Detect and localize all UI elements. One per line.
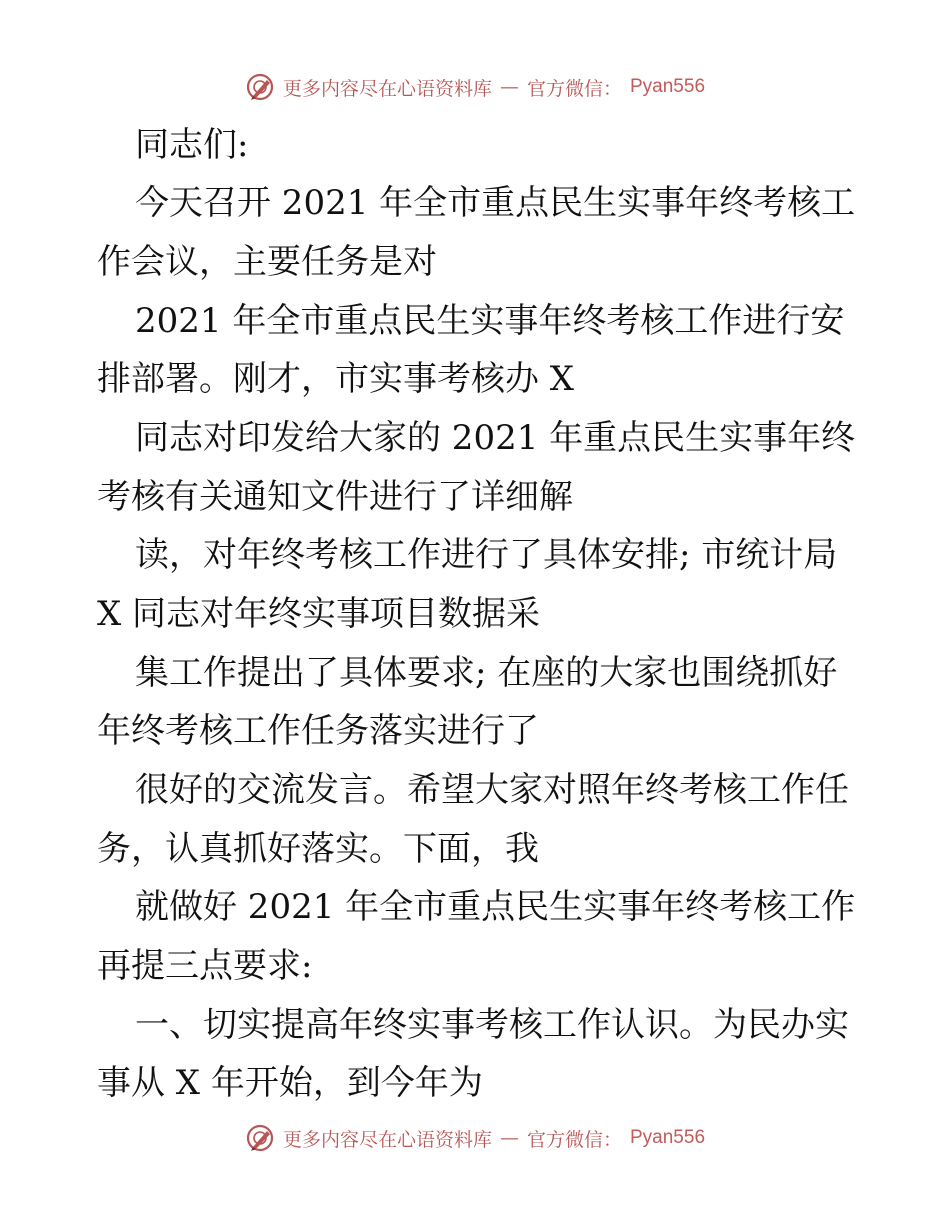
- text-line: 今天召开 2021 年全市重点民生实事年终考核工: [135, 183, 856, 223]
- text-line: 排部署。刚才，市实事考核办 X: [97, 359, 575, 399]
- text-line: 事从 X 年开始，到今年为: [97, 1063, 483, 1103]
- text-line: 集工作提出了具体要求; 在座的大家也围绕抓好: [135, 653, 838, 693]
- text-line: 同志对印发给大家的 2021 年重点民生实事年终: [135, 418, 856, 458]
- text-line: 一、切实提高年终实事考核工作认识。为民办实: [135, 1005, 849, 1045]
- watermark-wechat-id: Pyan556: [630, 76, 706, 97]
- text-line: 作会议，主要任务是对: [97, 242, 437, 282]
- text-line: 年终考核工作任务落实进行了: [97, 711, 539, 751]
- watermark-wechat-id: Pyan556: [630, 1127, 706, 1148]
- watermark-wechat-label: 官方微信：: [526, 1128, 622, 1151]
- footer-watermark: [0, 1123, 950, 1153]
- text-line: 再提三点要求:: [97, 946, 313, 986]
- header-watermark: [0, 72, 950, 102]
- text-line: 很好的交流发言。希望大家对照年终考核工作任: [135, 770, 849, 810]
- watermark-wechat-label: 官方微信：: [526, 77, 622, 100]
- watermark-text: 更多内容尽在心语资料库: [282, 77, 492, 100]
- pen-logo-icon: [245, 1123, 275, 1153]
- watermark-separator: —: [499, 1127, 519, 1149]
- text-line: 读，对年终考核工作进行了具体安排; 市统计局: [135, 535, 838, 575]
- text-line: 考核有关通知文件进行了详细解: [97, 477, 573, 517]
- text-line: 务，认真抓好落实。下面，我: [97, 829, 539, 869]
- watermark-separator: —: [499, 76, 519, 98]
- text-line: X 同志对年终实事项目数据采: [97, 594, 541, 634]
- text-line: 2021 年全市重点民生实事年终考核工作进行安: [135, 301, 845, 341]
- text-line: 同志们:: [135, 125, 249, 165]
- watermark-text: 更多内容尽在心语资料库: [282, 1128, 492, 1151]
- text-line: 就做好 2021 年全市重点民生实事年终考核工作: [135, 887, 856, 927]
- pen-logo-icon: [245, 72, 275, 102]
